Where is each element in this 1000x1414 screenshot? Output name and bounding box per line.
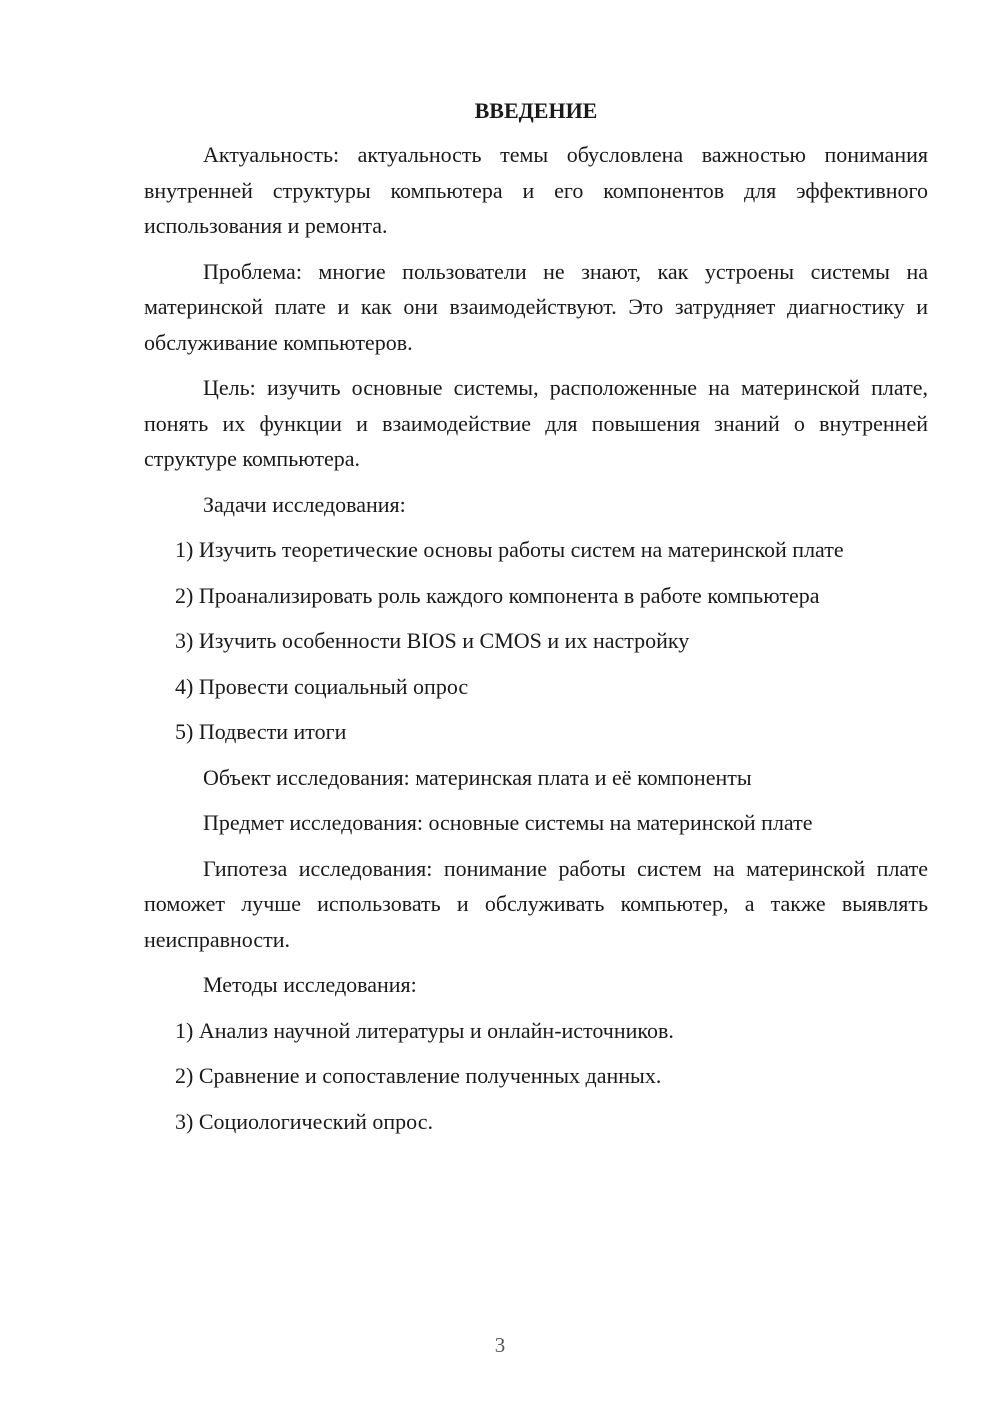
object-paragraph: Объект исследования: материнская плата и её компоненты [203,764,752,790]
problem-paragraph: Проблема: многие пользователи не знают, как устроены системы на материнской плате и как они взаимодействуют. Это затрудняет диагностику и обслуживание компьютеров. [144,258,928,355]
goal-paragraph: Цель: изучить основные системы, расположенные на материнской плате, понять их функции и взаимодействие для повышения знаний о внутренней структуре компьютера. [144,375,928,471]
task-item: 2) Проанализировать роль каждого компонента в работе компьютера [175,582,820,608]
method-item: 3) Социологический опрос. [175,1108,433,1134]
task-item: 3) Изучить особенности BIOS и CMOS и их настройку [175,628,690,653]
method-item: 1) Анализ научной литературы и онлайн-источников. [175,1017,674,1043]
page-number: 3 [494,1333,506,1357]
task-item: 1) Изучить теоретические основы работы систем на материнской плате [175,537,844,562]
subject-paragraph: Предмет исследования: основные системы на материнской плате [203,810,813,835]
page-content [144,95,928,1149]
section-heading: ВВЕДЕНИЕ [474,98,598,123]
method-item: 2) Сравнение и сопоставление полученных данных. [175,1063,662,1088]
methods-title: Методы исследования: [203,972,417,997]
tasks-title: Задачи исследования: [203,491,406,517]
task-item: 5) Подвести итоги [175,719,347,744]
hypothesis-paragraph: Гипотеза исследования: понимание работы систем на материнской плате поможет лучше использовать и обслуживать компьютер, а также выявлять неисправности. [144,855,928,952]
task-item: 4) Провести социальный опрос [175,673,469,699]
relevance-paragraph: Актуальность: актуальность темы обусловлена важностью понимания внутренней структуры компьютера и его компонентов для эффективного использования и ремонта. [144,142,928,238]
